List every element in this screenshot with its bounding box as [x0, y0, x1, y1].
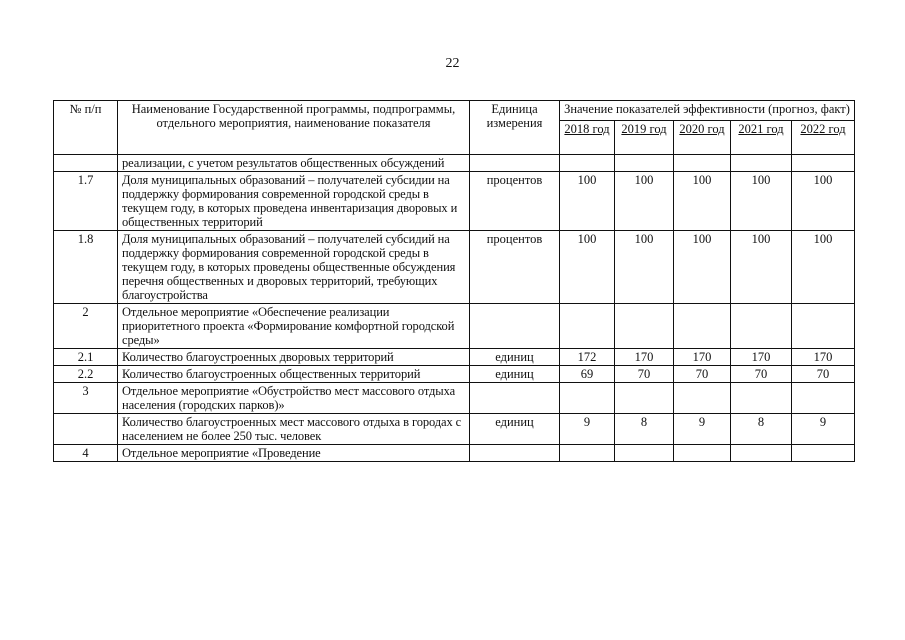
- table-row: [54, 383, 855, 414]
- row-unit: процентов: [470, 172, 560, 231]
- row-value: [792, 304, 855, 349]
- row-name: Отдельное мероприятие «Проведение: [118, 445, 470, 462]
- row-value: 100: [560, 172, 615, 231]
- row-value: 8: [731, 414, 792, 445]
- row-value: [731, 445, 792, 462]
- row-value: 9: [674, 414, 731, 445]
- header-num: № п/п: [54, 101, 118, 155]
- row-value: 170: [615, 349, 674, 366]
- row-number: 2: [54, 304, 118, 349]
- row-name: Количество благоустроенных дворовых территорий: [118, 349, 470, 366]
- row-value: 100: [792, 231, 855, 304]
- row-number: 2.2: [54, 366, 118, 383]
- row-value: 69: [560, 366, 615, 383]
- row-name: реализации, с учетом результатов общественных обсуждений: [118, 155, 470, 172]
- row-value: [615, 304, 674, 349]
- row-value: [615, 155, 674, 172]
- row-value: [560, 155, 615, 172]
- page-number: 22: [445, 56, 460, 71]
- header-year: 2019 год: [615, 121, 674, 155]
- row-value: [731, 383, 792, 414]
- row-unit: [470, 155, 560, 172]
- row-value: [674, 155, 731, 172]
- row-number: 1.8: [54, 231, 118, 304]
- row-value: 100: [731, 172, 792, 231]
- table-row: [54, 155, 855, 172]
- row-name: Доля муниципальных образований – получателей субсидий на поддержку формирования современной городской среды в текущем году, в которых проведены общественные обсуждения перечня общественных и дворовых территорий, требующих благоустройства: [118, 231, 470, 304]
- table-row: [54, 172, 855, 231]
- row-unit: процентов: [470, 231, 560, 304]
- row-value: 70: [615, 366, 674, 383]
- row-number: 2.1: [54, 349, 118, 366]
- header-year: 2018 год: [560, 121, 615, 155]
- row-value: 100: [674, 231, 731, 304]
- row-value: [674, 383, 731, 414]
- header-year: 2021 год: [731, 121, 792, 155]
- row-name: Количество благоустроенных мест массового отдыха в городах с населением не более 250 тыс. человек: [118, 414, 470, 445]
- row-value: 100: [615, 231, 674, 304]
- row-name: Отдельное мероприятие «Обеспечение реализации приоритетного проекта «Формирование комфортной городской среды»: [118, 304, 470, 349]
- row-value: [615, 383, 674, 414]
- row-name: Доля муниципальных образований – получателей субсидии на поддержку формирования современной городской среды в текущем году, в которых проведена инвентаризация дворовых и общественных территорий: [118, 172, 470, 231]
- table-row: [54, 349, 855, 366]
- row-number: 4: [54, 445, 118, 462]
- header-unit: Единица измерения: [470, 101, 560, 155]
- row-value: 100: [615, 172, 674, 231]
- row-unit: [470, 304, 560, 349]
- row-value: [674, 304, 731, 349]
- row-value: 100: [792, 172, 855, 231]
- row-unit: единиц: [470, 349, 560, 366]
- table-row: [54, 445, 855, 462]
- row-name: Отдельное мероприятие «Обустройство мест массового отдыха населения (городских парков)»: [118, 383, 470, 414]
- header-year: 2022 год: [792, 121, 855, 155]
- row-number: [54, 155, 118, 172]
- header-year: 2020 год: [674, 121, 731, 155]
- table-row: [54, 304, 855, 349]
- row-unit: единиц: [470, 414, 560, 445]
- row-unit: [470, 383, 560, 414]
- row-value: 9: [792, 414, 855, 445]
- row-value: 70: [792, 366, 855, 383]
- row-value: [615, 445, 674, 462]
- row-value: [792, 383, 855, 414]
- table-row: [54, 366, 855, 383]
- row-value: 170: [792, 349, 855, 366]
- row-value: [560, 304, 615, 349]
- row-number: [54, 414, 118, 445]
- row-unit: единиц: [470, 366, 560, 383]
- indicators-table: [53, 100, 855, 462]
- row-value: 170: [674, 349, 731, 366]
- row-value: 9: [560, 414, 615, 445]
- row-value: [731, 155, 792, 172]
- row-value: 100: [560, 231, 615, 304]
- row-value: 8: [615, 414, 674, 445]
- table-row: [54, 414, 855, 445]
- row-value: [792, 155, 855, 172]
- header-name: Наименование Государственной программы, подпрограммы, отдельного мероприятия, наименование показателя: [118, 101, 470, 155]
- row-number: 3: [54, 383, 118, 414]
- row-value: 70: [674, 366, 731, 383]
- row-value: [731, 304, 792, 349]
- row-value: [560, 445, 615, 462]
- row-unit: [470, 445, 560, 462]
- header-values: Значение показателей эффективности (прогноз, факт): [560, 101, 855, 121]
- row-name: Количество благоустроенных общественных территорий: [118, 366, 470, 383]
- row-value: [560, 383, 615, 414]
- row-value: 170: [731, 349, 792, 366]
- row-value: 172: [560, 349, 615, 366]
- table-row: [54, 231, 855, 304]
- row-value: [792, 445, 855, 462]
- row-value: 70: [731, 366, 792, 383]
- row-value: 100: [731, 231, 792, 304]
- row-number: 1.7: [54, 172, 118, 231]
- row-value: 100: [674, 172, 731, 231]
- row-value: [674, 445, 731, 462]
